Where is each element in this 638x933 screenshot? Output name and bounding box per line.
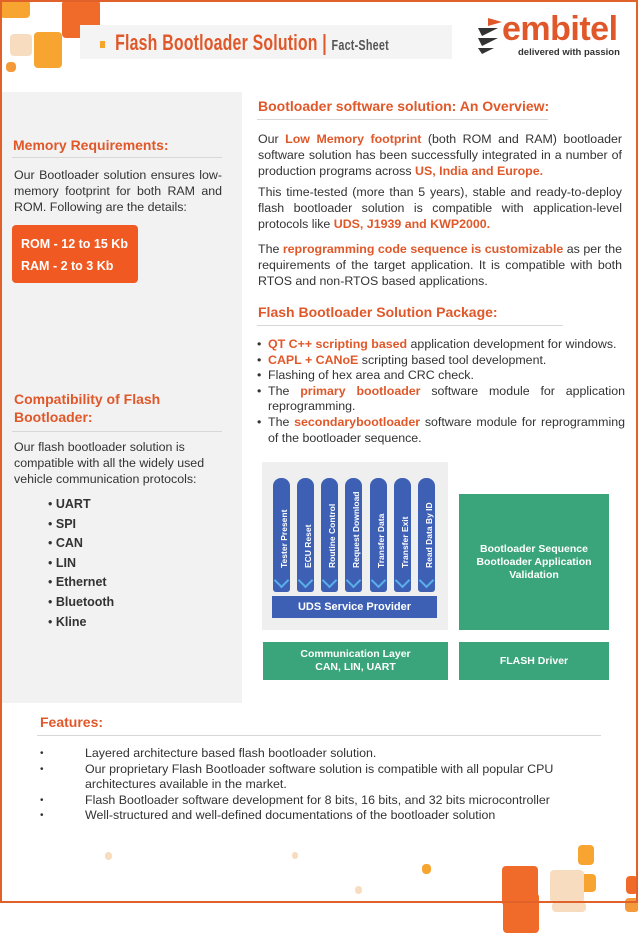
divider xyxy=(12,431,222,432)
logo-text: embitel xyxy=(502,10,618,48)
memory-heading: Memory Requirements: xyxy=(13,137,169,153)
service-column: ECU Reset xyxy=(297,478,314,592)
logo-mark-icon xyxy=(474,16,504,54)
service-column: Tester Present xyxy=(273,478,290,592)
service-column: Transfer Data xyxy=(370,478,387,592)
protocol-item: • SPI xyxy=(48,515,114,535)
protocol-item: • CAN xyxy=(48,534,114,554)
compat-text: Our flash bootloader solution is compatible with all the widely used vehicle communication protocols: xyxy=(14,440,205,486)
package-list xyxy=(257,337,625,446)
logo-tagline: delivered with passion xyxy=(518,47,620,58)
overview-p1: Our Low Memory footprint (both ROM and RAM) bootloader software solution has been successfully integrated in a number of production programs across US, India and Europe. xyxy=(258,132,622,178)
service-column: Transfer Exit xyxy=(394,478,411,592)
overview-p3: The reprogramming code sequence is customizable as per the requirements of the target application. It is compatible with both RTOS and non-RTOS based applications. xyxy=(258,242,622,288)
features-heading: Features: xyxy=(40,714,104,730)
protocol-item: • UART xyxy=(48,495,114,515)
divider xyxy=(257,119,548,120)
feature-item: • Layered architecture based flash bootloader solution. xyxy=(40,746,580,762)
decor-square xyxy=(625,898,638,912)
decor-square xyxy=(10,34,32,56)
protocol-item: • Ethernet xyxy=(48,573,114,593)
package-item: • Flashing of hex area and CRC check. xyxy=(257,368,625,384)
feature-item: • Well-structured and well-defined documentations of the bootloader solution xyxy=(40,808,580,824)
rom-spec: ROM - 12 to 15 Kb xyxy=(21,237,128,251)
chevron-down-icon xyxy=(419,573,435,589)
package-item: • CAPL + CANoE scripting based tool development. xyxy=(257,353,625,369)
overview-heading: Bootloader software solution: An Overview: xyxy=(258,98,550,114)
chevron-down-icon xyxy=(322,573,338,589)
decor-square xyxy=(626,876,638,894)
protocol-item: • Kline xyxy=(48,613,114,633)
title-subtitle: Fact-Sheet xyxy=(331,37,389,54)
chevron-down-icon xyxy=(274,573,290,589)
bullet-square-icon xyxy=(100,41,105,48)
decor-square xyxy=(355,886,362,894)
bootloader-sequence-box: Bootloader Sequence Bootloader Application Validation xyxy=(459,494,609,630)
service-column: Read Data By ID xyxy=(418,478,435,592)
communication-layer-box: Communication Layer CAN, LIN, UART xyxy=(263,642,448,680)
chevron-down-icon xyxy=(298,573,314,589)
chevron-down-icon xyxy=(371,573,387,589)
memory-specs-box xyxy=(12,225,138,283)
service-column: Request Download xyxy=(345,478,362,592)
decor-square xyxy=(34,32,62,68)
divider xyxy=(37,735,601,736)
features-list xyxy=(40,746,580,824)
feature-item: • Our proprietary Flash Bootloader software solution is compatible with all popular CPU architectures available in the market. xyxy=(40,762,580,793)
memory-text: Our Bootloader solution ensures low-memory footprint for both RAM and ROM. Following are the details: xyxy=(14,168,222,214)
uds-service-provider: UDS Service Provider xyxy=(272,596,437,618)
decor-square xyxy=(502,866,538,906)
decor-square xyxy=(0,0,30,18)
protocol-item: • Bluetooth xyxy=(48,593,114,613)
chevron-down-icon xyxy=(346,573,362,589)
package-item: • The primary bootloader software module for application reprogramming. xyxy=(257,384,625,415)
protocol-item: • LIN xyxy=(48,554,114,574)
title-text: Flash Bootloader Solution | xyxy=(115,30,327,55)
decor-square xyxy=(292,852,298,859)
decor-square xyxy=(6,62,16,72)
feature-item: • Flash Bootloader software development for 8 bits, 16 bits, and 32 bits microcontroller xyxy=(40,793,580,809)
divider xyxy=(257,325,563,326)
flash-driver-box: FLASH Driver xyxy=(459,642,609,680)
service-column: Routine Control xyxy=(321,478,338,592)
divider xyxy=(12,157,222,158)
decor-square xyxy=(105,852,112,860)
overview-p2: This time-tested (more than 5 years), stable and ready-to-deploy flash bootloader solution is compatible with application-level protocols like UDS, J1939 and KWP2000. xyxy=(258,185,622,231)
chevron-down-icon xyxy=(395,573,411,589)
package-item: • QT C++ scripting based application development for windows. xyxy=(257,337,625,353)
decor-square xyxy=(550,870,584,903)
protocol-list xyxy=(48,495,114,632)
ram-spec: RAM - 2 to 3 Kb xyxy=(21,259,114,273)
package-item: • The secondarybootloader software module for reprogramming of the bootloader sequence. xyxy=(257,415,625,446)
decor-square xyxy=(578,845,594,865)
embitel-logo xyxy=(472,10,622,64)
page-title xyxy=(100,30,389,56)
decor-square xyxy=(422,864,431,874)
package-heading: Flash Bootloader Solution Package: xyxy=(258,304,498,320)
decor-square xyxy=(552,902,586,912)
compat-heading: Compatibility of Flash Bootloader: xyxy=(14,391,161,425)
